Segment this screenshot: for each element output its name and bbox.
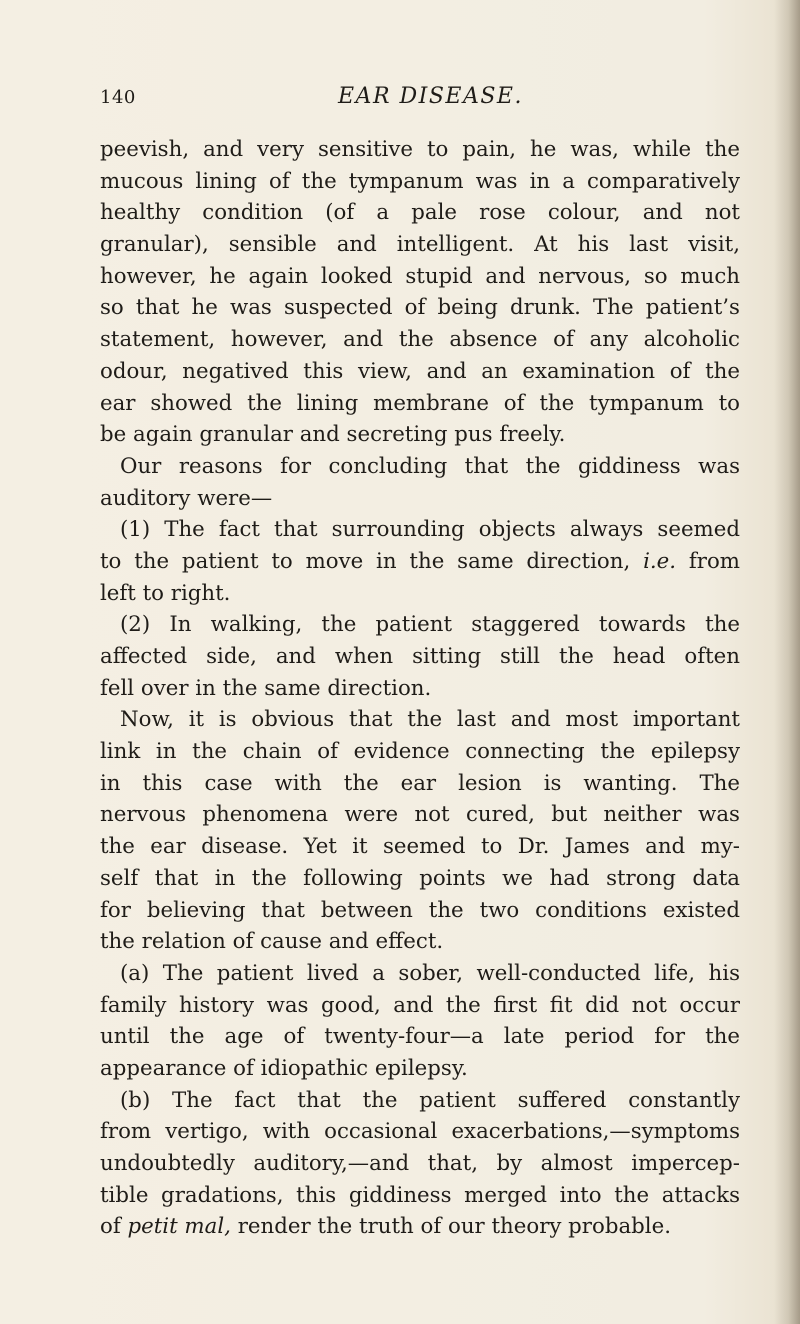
text-line: family history was good, and the first fit did not occur — [100, 992, 740, 1018]
text-segment: render the truth of our theory probable. — [237, 1214, 671, 1240]
text-line: mucous lining of the tympanum was in a comparatively — [100, 168, 740, 194]
text-line: in this case with the ear lesion is wanting. The — [100, 770, 740, 796]
text-line: (2) In walking, the patient staggered towards the — [120, 612, 740, 638]
running-head: EAR DISEASE. — [338, 84, 523, 109]
text-line: peevish, and very sensitive to pain, he was, while the — [100, 137, 740, 162]
text-line — [100, 546, 740, 578]
text-segment: from — [688, 548, 740, 574]
text-line: nervous phenomena were not cured, but neither was — [100, 802, 740, 828]
text-line: however, he again looked stupid and nervous, so much — [100, 263, 740, 289]
text-line: be again granular and secreting pus freely. — [100, 422, 566, 448]
text-line: the ear disease. Yet it seemed to Dr. James and my- — [100, 834, 740, 860]
text-line: until the age of twenty-four—a late period for the — [100, 1024, 740, 1050]
text-line: left to right. — [100, 580, 231, 606]
text-line — [100, 1211, 740, 1243]
text-line: auditory were— — [100, 485, 273, 511]
italic-ie: i.e. — [643, 548, 677, 574]
text-line: (a) The patient lived a sober, well-conducted life, his — [120, 960, 740, 986]
text-line: ear showed the lining membrane of the tympanum to — [100, 390, 740, 416]
text-line: so that he was suspected of being drunk. The patient’s — [100, 295, 740, 321]
text-line: Our reasons for concluding that the giddiness was — [120, 453, 740, 479]
text-line: for believing that between the two conditions existed — [100, 897, 740, 923]
text-segment: of — [100, 1214, 121, 1240]
text-line: tible gradations, this giddiness merged into the attacks — [100, 1182, 740, 1208]
text-line: Now, it is obvious that the last and most important — [120, 707, 740, 733]
text-line: (b) The fact that the patient suffered constantly — [120, 1087, 740, 1113]
text-line: affected side, and when sitting still the head often — [100, 644, 740, 669]
text-line: (1) The fact that surrounding objects always seemed — [120, 517, 740, 543]
text-line: odour, negatived this view, and an examination of the — [100, 358, 740, 384]
page-number: 140 — [100, 87, 136, 108]
body-text — [100, 134, 740, 1243]
page-header — [100, 84, 740, 120]
text-line: link in the chain of evidence connecting the epilepsy — [100, 739, 740, 765]
text-line: self that in the following points we had strong data — [100, 865, 740, 891]
page-edge-shadow — [774, 0, 800, 1324]
text-line: statement, however, and the absence of any alcoholic — [100, 327, 740, 353]
text-line: the relation of cause and effect. — [100, 929, 444, 955]
text-line: fell over in the same direction. — [100, 675, 432, 701]
text-line: appearance of idiopathic epilepsy. — [100, 1055, 468, 1081]
italic-petit-mal: petit mal, — [127, 1214, 231, 1240]
text-segment: to the patient to move in the same direction, — [100, 548, 631, 574]
text-line: healthy condition (of a pale rose colour, and not — [100, 200, 740, 226]
text-line: granular), sensible and intelligent. At his last visit, — [100, 232, 740, 258]
text-line: from vertigo, with occasional exacerbations,—symptoms — [100, 1119, 740, 1145]
text-line: undoubtedly auditory,—and that, by almost impercep- — [100, 1151, 740, 1176]
